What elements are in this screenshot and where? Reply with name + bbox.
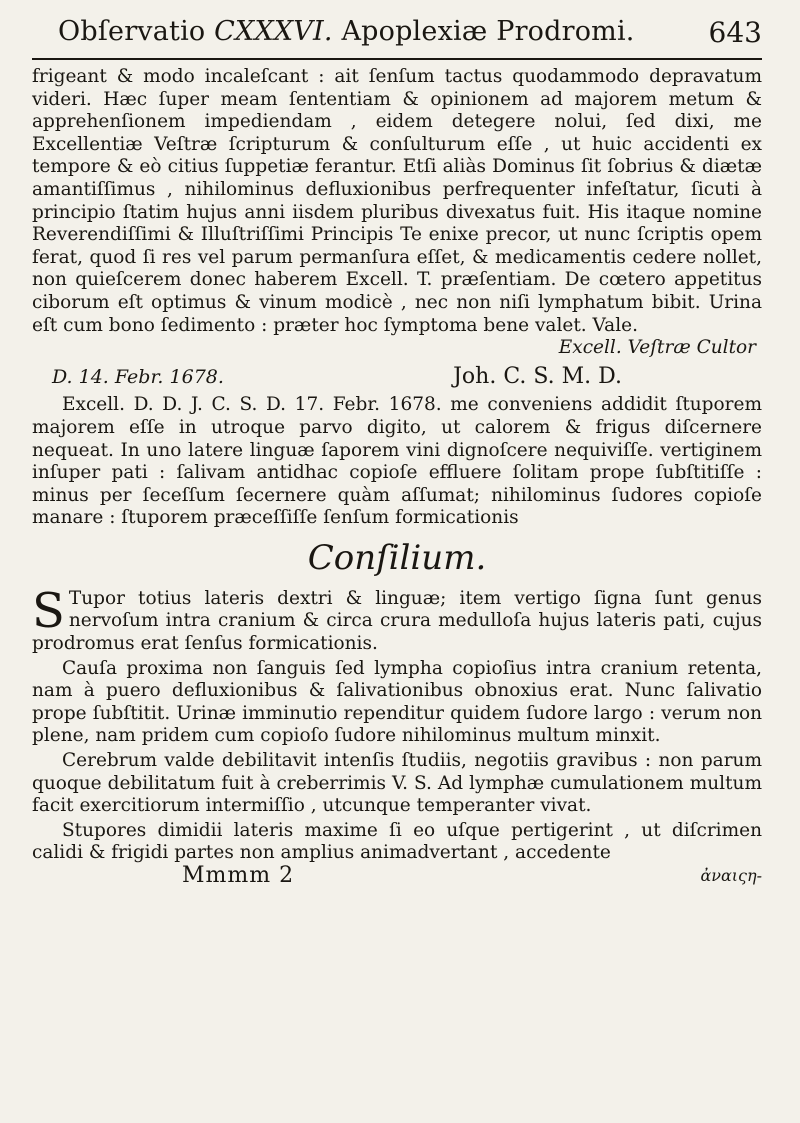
consilium-paragraph-2: Cauſa proxima non ſanguis ſed lympha copioſius intra cranium retenta, nam à puero defluxionibus & ſalivationibus obnoxius erat. Nunc ſalivatio prope ſubſtitit. Urinæ imminutio rependitur quidem ſudore largo : verum non plene, nam pridem cum copioſo ſudore nihilominus multum minxit. — [32, 657, 762, 747]
title-subject: Apoplexiæ Prodromi. — [332, 16, 635, 47]
postscript-paragraph: Excell. D. D. J. C. S. D. 17. Febr. 1678. me conveniens addidit ſtuporem majorem eſſe in utroque parvo digito, ut calorem & frigus diſcernere nequeat. In uno latere linguæ ſaporem vini dignoſcere nequiviſſe. vertiginem inſuper pati : ſalivam antidhac copioſe effluere ſolitam prope ſubſtitiſſe : minus per ſeceſſum ſecernere quàm aſſumat; nihilominus ſudores copioſe manare : ſtuporem præceſſiſſe ſenſum formicationis — [32, 394, 762, 529]
text-body — [32, 66, 762, 888]
drop-cap: S — [32, 582, 65, 639]
title-prefix: Obſervatio — [58, 16, 215, 47]
running-title — [58, 16, 635, 47]
page-number: 643 — [708, 16, 762, 49]
running-header — [58, 16, 762, 60]
consilium-paragraph-3: Cerebrum valde debilitavit intenſis ſtudiis, negotiis gravibus : non parum quoque debilitatum fuit à creberrimis V. S. Ad lymphæ cumulationem multum facit exercitiorum intermiſſio , utcunque temperanter vivat. — [32, 750, 762, 817]
signature-mark: Mmmm 2 — [182, 863, 295, 888]
observation-number: CXXXVI. — [214, 16, 333, 47]
header-rule — [32, 58, 762, 60]
letter-date: D. 14. Febr. 1678. — [52, 365, 224, 388]
consilium-paragraph-4: Stupores dimidii lateris maxime ſi eo uſque pertigerint , ut diſcrimen calidi & frigidi partes non amplius animadvertant , accedente — [32, 819, 762, 864]
page-footer — [32, 865, 762, 888]
letter-paragraph: frigeant & modo incaleſcant : ait ſenſum tactus quodammodo depravatum videri. Hæc ſuper meam ſententiam & opinionem ad majorem metum & apprehenſionem impediendam , eidem detegere nolui, ſed dixi, me Excellentiæ Veſtræ ſcripturum & conſulturum eſſe , ut huic accidenti ex tempore & eò citius ſuppetiæ ferantur. Etſi aliàs Dominus ſit ſobrius & diætæ amantiſſimus , nihilominus defluxionibus perfrequenter infeſtatur, ſicuti à principio ſtatim hujus anni iisdem pluribus divexatus fuit. His itaque nomine Reverendiſſimi & Illuſtriſſimi Principis Te enixe precor, ut nunc ſcriptis opem ferat, quod ſi res vel parum permanſura eſſet, & medicamentis cedere nollet, non quieſcerem donec haberem Excell. T. præſentiam. De cœtero appetitus ciborum eſt optimus & vinum modicè , nec non niſi lymphatum bibit. Urina eſt cum bono ſedimento : præter hoc ſymptoma bene valet. Vale. — [32, 66, 762, 336]
letter-signature: Joh. C. S. M. D. — [453, 363, 622, 389]
section-heading: Conſilium. — [307, 537, 487, 578]
letter-closing: Excell. Veſtræ Cultor — [558, 337, 756, 359]
catchword: ἀναιςη- — [700, 866, 762, 885]
consilium-paragraph-1 — [32, 582, 762, 656]
consilium-paragraph-1-text: Tupor totius lateris dextri & linguæ; item vertigo ſigna ſunt genus nervoſum intra cranium & circa crura medulloſa hujus lateris pati, cujus prodromus erat ſenſus formicationis. — [32, 587, 762, 655]
dateline — [32, 363, 762, 389]
